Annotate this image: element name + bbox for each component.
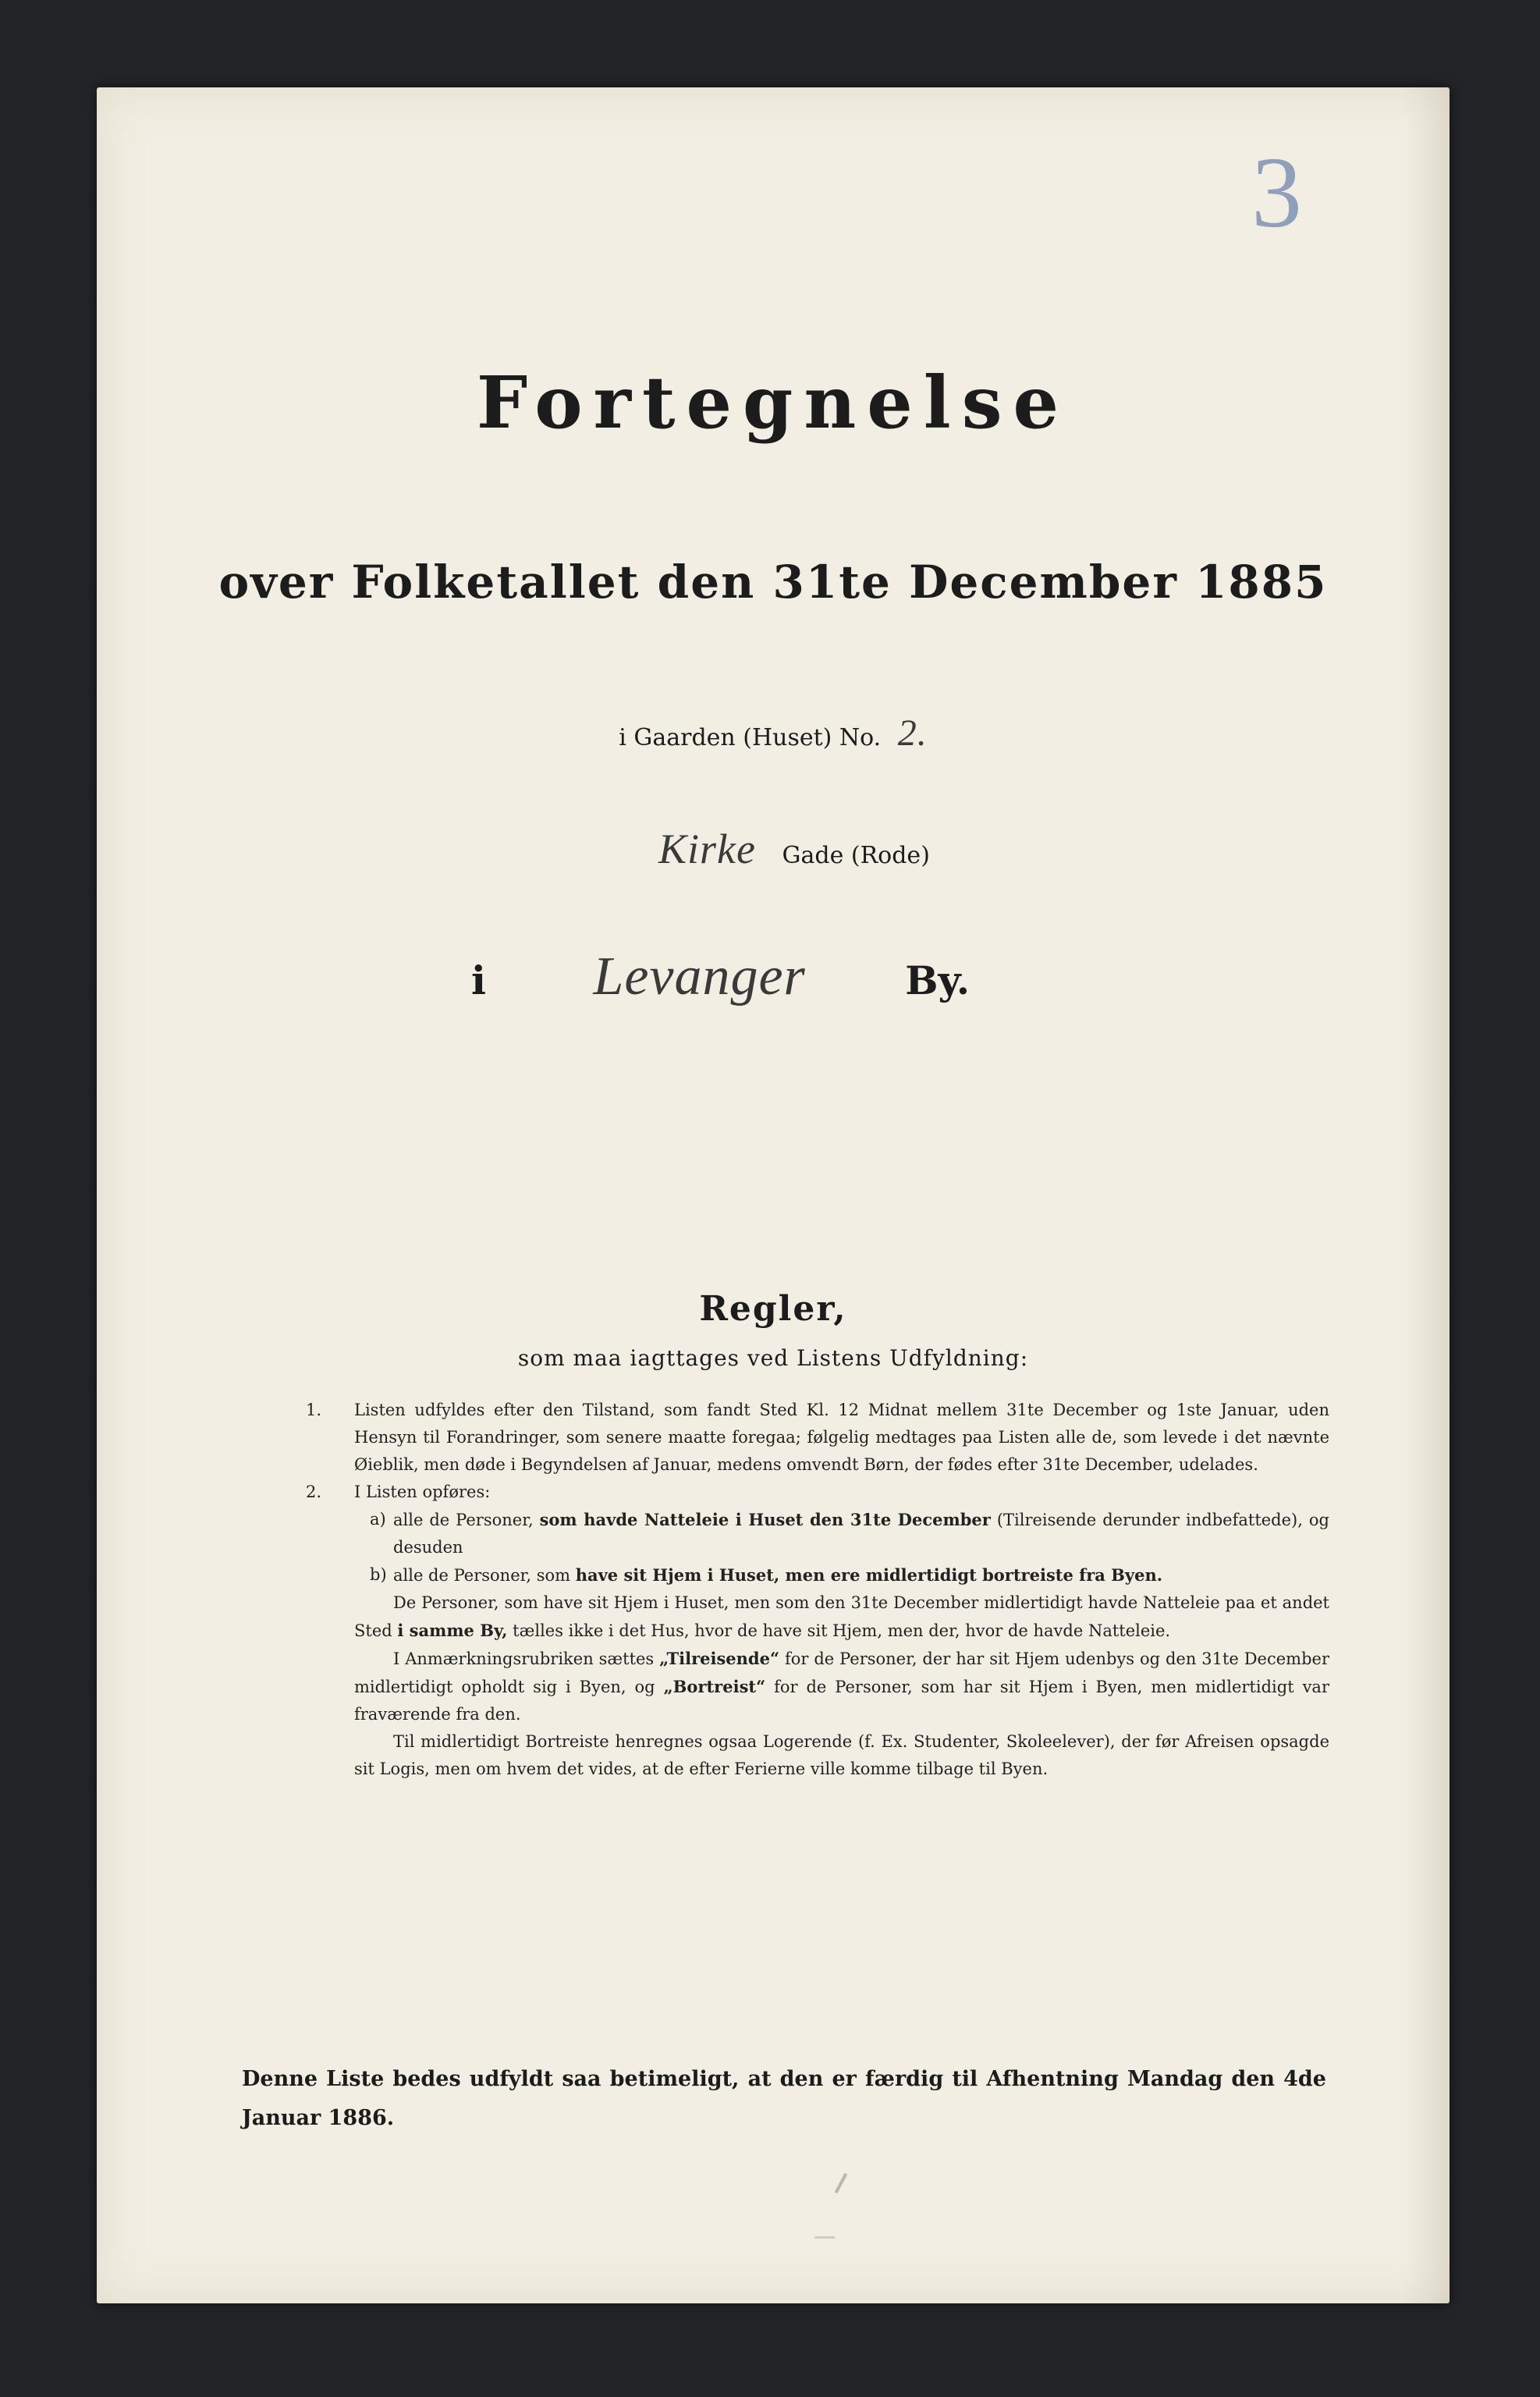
rule-2-paragraph-1 bbox=[354, 1589, 1329, 1645]
rule-2-p2-bold-1: „Tilreisende“ bbox=[659, 1649, 780, 1668]
rule-2-number: 2. bbox=[306, 1483, 322, 1501]
by-line bbox=[471, 946, 970, 1008]
regler-heading: Regler, bbox=[699, 1289, 847, 1329]
rule-2b-bold: have sit Hjem i Huset, men ere midlertidigt bortreiste fra Byen. bbox=[575, 1565, 1163, 1585]
rule-2a bbox=[354, 1506, 1329, 1561]
rule-1 bbox=[306, 1397, 1329, 1479]
rule-2-p2-mid: for de Personer, der har sit Hjem udenbys og den 31te December midlertidigt opholdt sig i Byen, og bbox=[354, 1649, 1329, 1696]
form-title: Fortegnelse bbox=[476, 360, 1070, 445]
rule-2-p2-pre: I Anmærkningsrubriken sættes bbox=[393, 1649, 655, 1668]
pencil-mark-2 bbox=[814, 2236, 835, 2239]
rule-2-p1-pre: De Personer, som have sit Hjem i Huset, men som den 31te December midlertidigt havde Natteleie paa et andet Sted bbox=[354, 1593, 1329, 1640]
rule-2-paragraph-3 bbox=[354, 1728, 1329, 1783]
by-town-handwritten: Levanger bbox=[593, 946, 806, 1007]
census-form-page bbox=[97, 87, 1450, 2303]
gade-line bbox=[658, 825, 930, 873]
gade-suffix: Gade (Rode) bbox=[782, 842, 930, 869]
rule-2-p2-bold-2: „Bortreist“ bbox=[663, 1677, 766, 1696]
rule-2-p1-bold: i samme By, bbox=[397, 1621, 508, 1640]
regler-subheading: som maa iagttages ved Listens Udfyldning: bbox=[517, 1345, 1029, 1371]
rule-2 bbox=[306, 1479, 1329, 1506]
gaard-number-handwritten: 2. bbox=[897, 712, 928, 754]
gade-street-handwritten: Kirke bbox=[658, 826, 756, 872]
pencil-page-number: 3 bbox=[1251, 137, 1302, 249]
rule-2-intro: I Listen opføres: bbox=[354, 1483, 491, 1501]
rule-2a-letter: a) bbox=[370, 1510, 386, 1529]
rule-2-p2-post: for de Personer, som har sit Hjem i Byen, men midlertidigt var fraværende fra den. bbox=[354, 1678, 1329, 1724]
rule-1-number: 1. bbox=[306, 1401, 322, 1419]
rule-2a-pre: alle de Personer, bbox=[393, 1511, 534, 1529]
rule-2b bbox=[354, 1561, 1329, 1589]
rule-2a-post: (Tilreisende derunder indbefattede), og desuden bbox=[393, 1511, 1329, 1557]
rule-2-p1-post: tælles ikke i det Hus, hvor de have sit Hjem, men der, hvor de havde Natteleie. bbox=[513, 1621, 1171, 1640]
rule-2-paragraph-2 bbox=[354, 1645, 1329, 1728]
by-suffix: By. bbox=[905, 957, 970, 1003]
form-subtitle: over Folketallet den 31te December 1885 bbox=[218, 556, 1328, 609]
by-prefix: i bbox=[471, 957, 486, 1003]
closing-instruction: Denne Liste bedes udfyldt saa betimeligt, at den er færdig til Afhentning Mandag den 4de Januar 1886. bbox=[242, 2067, 1326, 2130]
gaard-line bbox=[97, 712, 1450, 755]
rule-1-text: Listen udfyldes efter den Tilstand, som fandt Sted Kl. 12 Midnat mellem 31te December og 1ste Januar, uden Hensyn til Forandringer, som senere maatte foregaa; følgelig medtages paa Listen alle de, som levede i det nævnte Øieblik, men døde i Begyndelsen af Januar, medens omvendt Børn, der fødes efter 31te December, udelades. bbox=[354, 1401, 1329, 1474]
gaard-prefix: i Gaarden (Huset) No. bbox=[619, 724, 882, 751]
rule-2a-bold: som havde Natteleie i Huset den 31te December bbox=[539, 1510, 991, 1529]
rule-2b-letter: b) bbox=[370, 1565, 387, 1584]
rules-block bbox=[306, 1397, 1329, 1783]
rule-2-p3-text: Til midlertidigt Bortreiste henregnes ogsaa Logerende (f. Ex. Studenter, Skoleelever), der før Afreisen opsagde sit Logis, men om hvem det vides, at de efter Ferierne ville komme tilbage til Byen. bbox=[354, 1732, 1329, 1778]
rule-2b-pre: alle de Personer, som bbox=[393, 1566, 571, 1585]
pencil-mark bbox=[835, 2173, 848, 2194]
